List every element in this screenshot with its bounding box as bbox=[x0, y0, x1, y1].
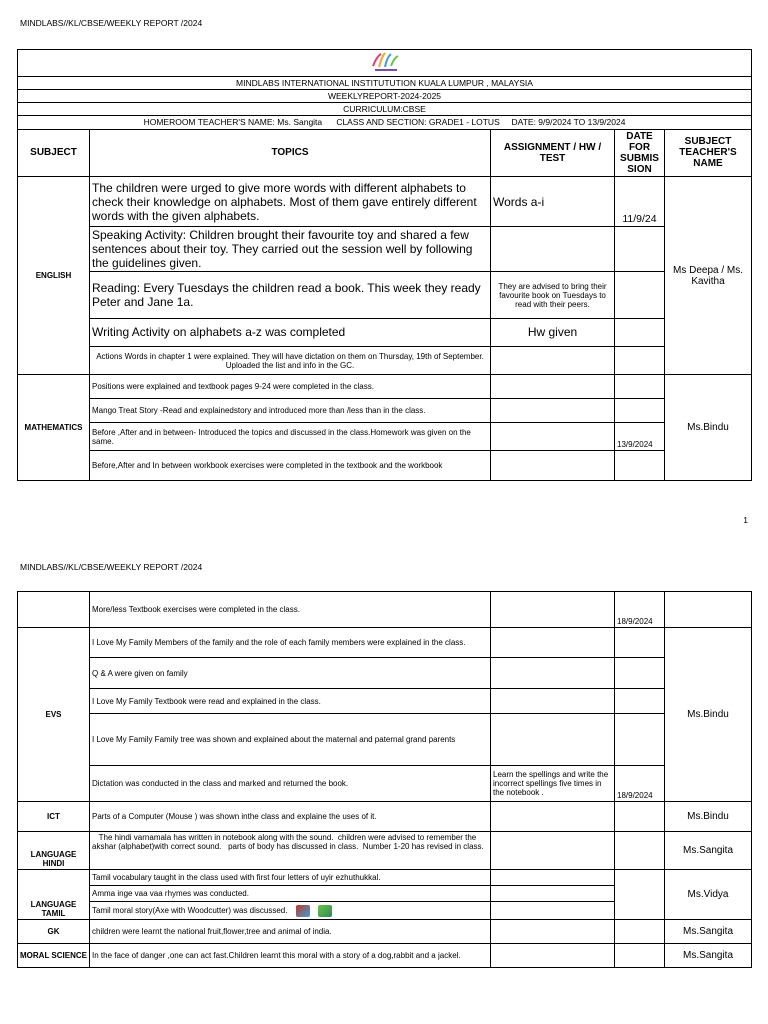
english-topic-5: Actions Words in chapter 1 were explained. They will have dictation on them on Thursday, 19th of September. Uploaded the list and info in the GC. bbox=[90, 346, 491, 374]
subject-gk: GK bbox=[18, 920, 90, 944]
tamil-topic-1: Tamil vocabulary taught in the class used with first four letters of uyir ezhuthukkal. bbox=[90, 870, 491, 886]
english-date-4 bbox=[615, 318, 665, 346]
evs-assignment-2 bbox=[491, 658, 615, 689]
col-topics: TOPICS bbox=[90, 129, 491, 176]
subject-moral-science: MORAL SCIENCE bbox=[18, 944, 90, 968]
maths-date-1 bbox=[615, 375, 665, 399]
col-assignment: ASSIGNMENT / HW / TEST bbox=[491, 129, 615, 176]
maths-date-5: 18/9/2024 bbox=[615, 592, 665, 628]
maths-date-4 bbox=[615, 450, 665, 480]
english-topic-3: Reading: Every Tuesdays the children read a book. This week they ready Peter and Jane 1a. bbox=[90, 272, 491, 318]
evs-topic-2: Q & A were given on family bbox=[90, 658, 491, 689]
english-assignment-2 bbox=[491, 227, 615, 272]
evs-date-2 bbox=[615, 658, 665, 689]
english-date-5 bbox=[615, 346, 665, 374]
maths-assignment-2 bbox=[491, 399, 615, 423]
page-2 bbox=[0, 591, 768, 1011]
subject-mathematics: MATHEMATICS bbox=[18, 375, 90, 481]
maths-assignment-5 bbox=[491, 592, 615, 628]
evs-topic-3: I Love My Family Textbook were read and explained in the class. bbox=[90, 689, 491, 714]
maths-topic-1: Positions were explained and textbook pages 9-24 were completed in the class. bbox=[90, 375, 491, 399]
report-table-page-1 bbox=[17, 49, 752, 481]
tamil-teacher: Ms.Vidya bbox=[665, 870, 752, 920]
tamil-topic-3: Tamil moral story(Axe with Woodcutter) was discussed. bbox=[92, 905, 288, 915]
maths-assignment-1 bbox=[491, 375, 615, 399]
axe-image-icon bbox=[318, 905, 332, 917]
evs-assignment-4 bbox=[491, 714, 615, 766]
subject-ict: ICT bbox=[18, 802, 90, 832]
evs-assignment-1 bbox=[491, 628, 615, 658]
ict-teacher: Ms.Bindu bbox=[665, 802, 752, 832]
english-assignment-3: They are advised to bring their favourite book on Tuesdays to read with their peers. bbox=[491, 272, 615, 318]
col-subject: SUBJECT bbox=[18, 129, 90, 176]
evs-topic-1: I Love My Family Members of the family and the role of each family members were explained in the class. bbox=[90, 628, 491, 658]
tamil-assignment-2 bbox=[491, 886, 615, 902]
page-header-2: MINDLABS//KL/CBSE/WEEKLY REPORT /2024 bbox=[20, 562, 203, 572]
moral-date bbox=[615, 944, 665, 968]
maths-assignment-4 bbox=[491, 450, 615, 480]
class-info: HOMEROOM TEACHER'S NAME: Ms. Sangita CLASS AND SECTION: GRADE1 - LOTUS DATE: 9/9/2024 TO 13/9/2024 bbox=[18, 116, 752, 129]
evs-assignment-3 bbox=[491, 689, 615, 714]
subject-tamil: LANGUAGE TAMIL bbox=[18, 870, 90, 920]
col-teacher: SUBJECT TEACHER'S NAME bbox=[665, 129, 752, 176]
maths-topic-4: Before,After and In between workbook exercises were completed in the textbook and the workbook bbox=[90, 450, 491, 480]
gk-teacher: Ms.Sangita bbox=[665, 920, 752, 944]
maths-topic-5: More/less Textbook exercises were completed in the class. bbox=[90, 592, 491, 628]
maths-date-2 bbox=[615, 399, 665, 423]
evs-topic-5: Dictation was conducted in the class and marked and returned the book. bbox=[90, 766, 491, 802]
english-assignment-1: Words a-i bbox=[491, 176, 615, 226]
page-number: 1 bbox=[743, 515, 748, 525]
english-date-2 bbox=[615, 227, 665, 272]
page-1 bbox=[0, 0, 768, 481]
english-date-1: 11/9/24 bbox=[615, 176, 665, 226]
evs-topic-4: I Love My Family Family tree was shown and explained about the maternal and paternal grand parents bbox=[90, 714, 491, 766]
moral-assignment bbox=[491, 944, 615, 968]
hindi-date bbox=[615, 832, 665, 870]
hindi-assignment bbox=[491, 832, 615, 870]
ict-assignment bbox=[491, 802, 615, 832]
woodcutter-image-icon bbox=[296, 905, 310, 917]
school-logo-icon bbox=[355, 50, 415, 74]
english-teacher: Ms Deepa / Ms. Kavitha bbox=[665, 176, 752, 374]
english-topic-4: Writing Activity on alphabets a-z was completed bbox=[90, 318, 491, 346]
tamil-date bbox=[615, 870, 665, 920]
school-name: MINDLABS INTERNATIONAL INSTITUTUTION KUALA LUMPUR , MALAYSIA bbox=[18, 77, 752, 90]
hindi-teacher: Ms.Sangita bbox=[665, 832, 752, 870]
maths-assignment-3 bbox=[491, 423, 615, 450]
moral-topic: In the face of danger ,one can act fast.Children learnt this moral with a story of a dog,rabbit and a jackel. bbox=[90, 944, 491, 968]
maths-teacher: Ms.Bindu bbox=[665, 375, 752, 481]
page-header-1: MINDLABS//KL/CBSE/WEEKLY REPORT /2024 bbox=[20, 18, 203, 28]
logo-cell bbox=[18, 50, 752, 77]
evs-assignment-5: Learn the spellings and write the incorrect spellings five times in the notebook . bbox=[491, 766, 615, 802]
evs-date-4 bbox=[615, 714, 665, 766]
subject-evs: EVS bbox=[18, 628, 90, 802]
subject-english: ENGLISH bbox=[18, 176, 90, 374]
moral-teacher: Ms.Sangita bbox=[665, 944, 752, 968]
col-date: DATE FOR SUBMIS SION bbox=[615, 129, 665, 176]
report-title: WEEKLYREPORT-2024-2025 bbox=[18, 90, 752, 103]
english-assignment-5 bbox=[491, 346, 615, 374]
evs-date-3 bbox=[615, 689, 665, 714]
tamil-topic-3-cell bbox=[90, 902, 491, 920]
tamil-assignment-1 bbox=[491, 870, 615, 886]
maths-topic-3: Before ,After and in between- Introduced the topics and discussed in the class.Homework was given on the same. bbox=[90, 423, 491, 450]
maths-continued-teacher bbox=[665, 592, 752, 628]
gk-assignment bbox=[491, 920, 615, 944]
ict-topic: Parts of a Computer (Mouse ) was shown inthe class and explaine the uses of it. bbox=[90, 802, 491, 832]
evs-teacher: Ms.Bindu bbox=[665, 628, 752, 802]
gk-topic: children were learnt the national fruit,flower,tree and animal of india. bbox=[90, 920, 491, 944]
evs-date-5: 18/9/2024 bbox=[615, 766, 665, 802]
curriculum: CURRICULUM:CBSE bbox=[18, 103, 752, 116]
english-topic-1: The children were urged to give more words with different alphabets to check their knowledge on alphabets. Most of them gave entirely different words with the given alphabets. bbox=[90, 176, 491, 226]
report-table-page-2 bbox=[17, 591, 752, 968]
subject-hindi: LANGUAGE HINDI bbox=[18, 832, 90, 870]
english-topic-2: Speaking Activity: Children brought their favourite toy and shared a few sentences about their toy. They carried out the session well by following the guidelines given. bbox=[90, 227, 491, 272]
english-date-3 bbox=[615, 272, 665, 318]
ict-date bbox=[615, 802, 665, 832]
english-assignment-4: Hw given bbox=[491, 318, 615, 346]
maths-date-3: 13/9/2024 bbox=[615, 423, 665, 450]
gk-date bbox=[615, 920, 665, 944]
maths-topic-2: Mango Treat Story -Read and explainedstory and introduced more than /less than in the class. bbox=[90, 399, 491, 423]
maths-continued-subject bbox=[18, 592, 90, 628]
tamil-topic-2: Amma inge vaa vaa rhymes was conducted. bbox=[90, 886, 491, 902]
evs-date-1 bbox=[615, 628, 665, 658]
tamil-assignment-3 bbox=[491, 902, 615, 920]
hindi-topic: The hindi varnamala has written in notebook along with the sound. children were advised to remember the akshar (alphabet)with correct sound. parts of body has discussed in class. Number 1-20 has revised in class. bbox=[90, 832, 491, 870]
